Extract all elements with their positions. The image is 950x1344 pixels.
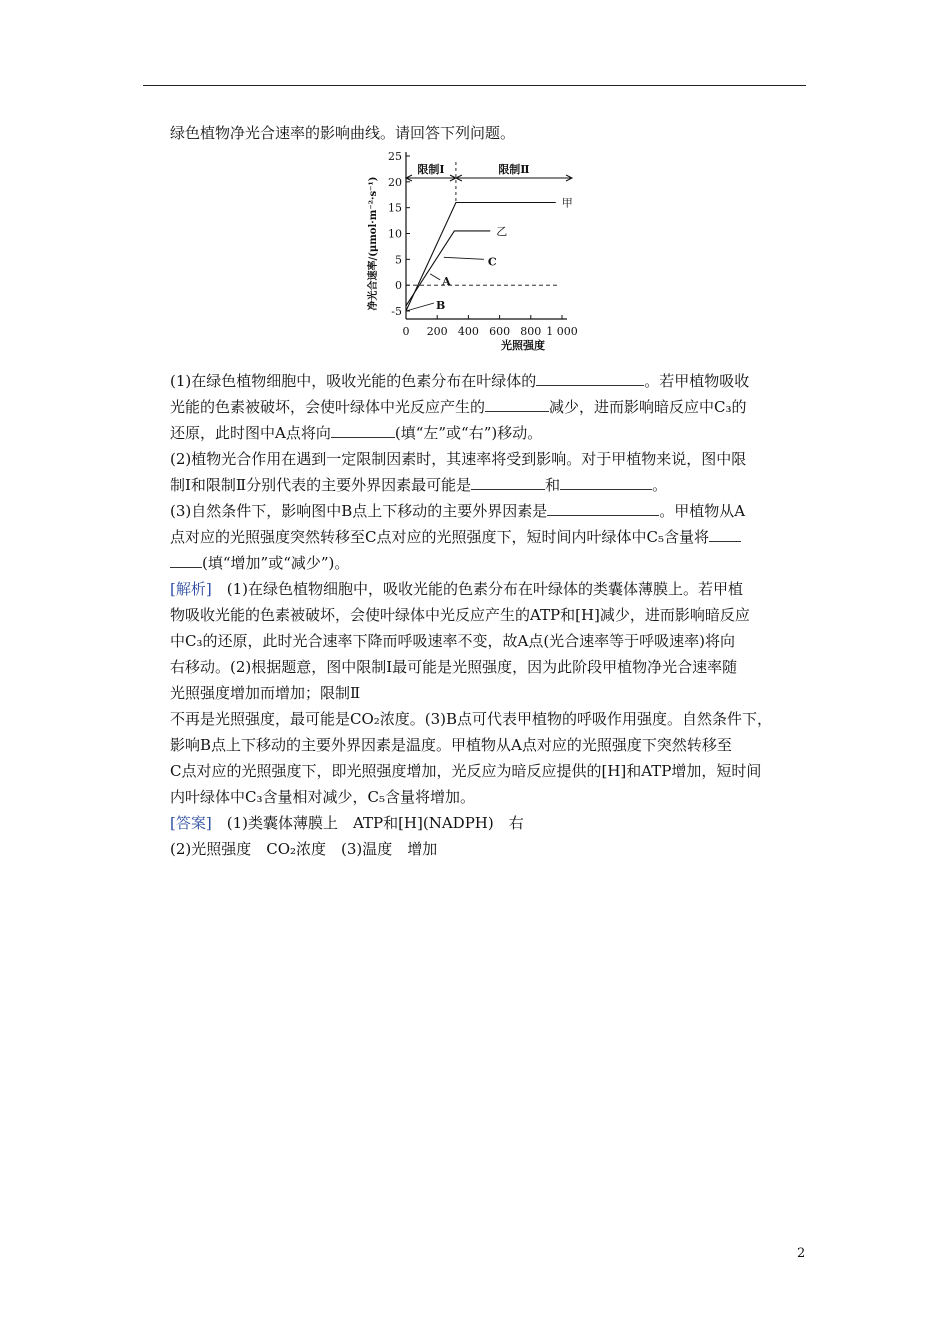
answer-blank[interactable] bbox=[471, 474, 545, 490]
analysis-line-9: 内叶绿体中C₃含量相对减少，C₅含量将增加。 bbox=[170, 788, 475, 806]
x-tick-label: 800 bbox=[520, 325, 542, 338]
x-tick-label: 400 bbox=[457, 325, 479, 338]
answer-blank[interactable] bbox=[547, 500, 659, 516]
analysis bbox=[170, 576, 810, 810]
page-number: 2 bbox=[797, 1246, 806, 1261]
question-3-line-2: 点对应的光照强度突然转移至C点对应的光照强度下，短时间内叶绿体中C₅含量将 bbox=[170, 524, 810, 550]
questions bbox=[170, 368, 810, 576]
point-C-leader bbox=[444, 257, 484, 259]
point-label: C bbox=[487, 255, 497, 269]
y-tick-label: 10 bbox=[388, 227, 402, 241]
series-line-1 bbox=[406, 203, 556, 312]
x-tick-label: 1 000 bbox=[546, 325, 578, 338]
analysis-tag: [解析] bbox=[170, 580, 212, 598]
header-rule bbox=[143, 85, 806, 86]
question-1-line-3: 还原，此时图中A点将向 (填“左”或“右”)移动。 bbox=[170, 424, 543, 442]
x-tick-label: 200 bbox=[426, 325, 448, 338]
series-label: 甲 bbox=[561, 196, 573, 210]
y-tick-label: -5 bbox=[391, 305, 402, 318]
series-line-2 bbox=[406, 231, 490, 306]
answer-blank[interactable] bbox=[560, 474, 652, 490]
analysis-line-4: 右移动。(2)根据题意，图中限制Ⅰ最可能是光照强度，因为此阶段甲植物净光合速率随 bbox=[170, 658, 738, 676]
y-axis-label: 净光合速率/(μmol·m⁻²·s⁻¹) bbox=[368, 176, 379, 311]
y-tick-label: 25 bbox=[388, 150, 402, 163]
x-tick-label: 600 bbox=[489, 325, 511, 338]
region-label-limit-2: 限制Ⅱ bbox=[498, 163, 530, 176]
intro-text bbox=[170, 120, 810, 146]
region-label-limit-1: 限制Ⅰ bbox=[417, 163, 445, 176]
answer-tag: [答案] bbox=[170, 814, 212, 832]
question-2-line-2: 制Ⅰ和限制Ⅱ分别代表的主要外界因素最可能是 和 。 bbox=[170, 476, 668, 494]
chart-plot bbox=[366, 150, 578, 352]
point-label: A bbox=[442, 274, 451, 288]
point-A-leader bbox=[430, 274, 440, 280]
question-3-line-3: (填“增加”或“减少”)。 bbox=[170, 550, 810, 576]
answer-line-2: (2)光照强度 CO₂浓度 (3)温度 增加 bbox=[170, 840, 438, 858]
answer-blank[interactable] bbox=[709, 526, 741, 542]
analysis-line-2: 物吸收光能的色素被破坏，会使叶绿体中光反应产生的ATP和[H]减少，进而影响暗反应 bbox=[170, 606, 750, 624]
y-tick-label: 5 bbox=[395, 253, 402, 267]
answer-blank[interactable] bbox=[331, 422, 395, 438]
question-2-line-1: (2)植物光合作用在遇到一定限制因素时，其速率将受到影响。对于甲植物来说，图中限 bbox=[170, 450, 747, 468]
x-tick-label: 0 bbox=[402, 325, 410, 338]
series-label: 乙 bbox=[496, 224, 508, 238]
analysis-line-1: [解析] (1)在绿色植物细胞中，吸收光能的色素分布在叶绿体的类囊体薄膜上。若甲植 bbox=[170, 580, 743, 598]
answer-blank[interactable] bbox=[170, 552, 202, 568]
question-1-line-2: 光能的色素被破坏，会使叶绿体中光反应产生的 减少，进而影响暗反应中C₃的 bbox=[170, 398, 747, 416]
analysis-line-5: 光照强度增加而增加；限制Ⅱ bbox=[170, 684, 361, 702]
answer-blank[interactable] bbox=[485, 396, 549, 412]
y-tick-label: 15 bbox=[388, 201, 402, 215]
analysis-line-6: 不再是光照强度，最可能是CO₂浓度。(3)B点可代表甲植物的呼吸作用强度。自然条件下， bbox=[170, 710, 773, 728]
y-tick-label: 20 bbox=[388, 175, 402, 189]
answer-blank[interactable] bbox=[536, 370, 644, 386]
y-tick-label: 0 bbox=[395, 279, 402, 293]
analysis-line-8: C点对应的光照强度下，即光照强度增加，光反应为暗反应提供的[H]和ATP增加，短时间 bbox=[170, 762, 762, 780]
point-B-leader bbox=[406, 303, 434, 311]
analysis-line-7: 影响B点上下移动的主要外界因素是温度。甲植物从A点对应的光照强度下突然转移至 bbox=[170, 736, 732, 754]
question-1-line-1: (1)在绿色植物细胞中，吸收光能的色素分布在叶绿体的 。若甲植物吸收 bbox=[170, 372, 750, 390]
answer bbox=[170, 810, 810, 862]
question-3-line-1: (3)自然条件下，影响图中B点上下移动的主要外界因素是 。甲植物从A bbox=[170, 502, 746, 520]
net-photosynthesis-chart bbox=[362, 146, 587, 368]
point-label: B bbox=[436, 299, 446, 312]
analysis-line-3: 中C₃的还原，此时光合速率下降而呼吸速率不变，故A点(光合速率等于呼吸速率)将向 bbox=[170, 632, 736, 650]
x-axis-label: 光照强度 bbox=[501, 339, 545, 352]
intro-line: 绿色植物净光合速率的影响曲线。请回答下列问题。 bbox=[170, 124, 516, 142]
answer-line-1: [答案] (1)类囊体薄膜上 ATP和[H](NADPH) 右 bbox=[170, 814, 524, 832]
